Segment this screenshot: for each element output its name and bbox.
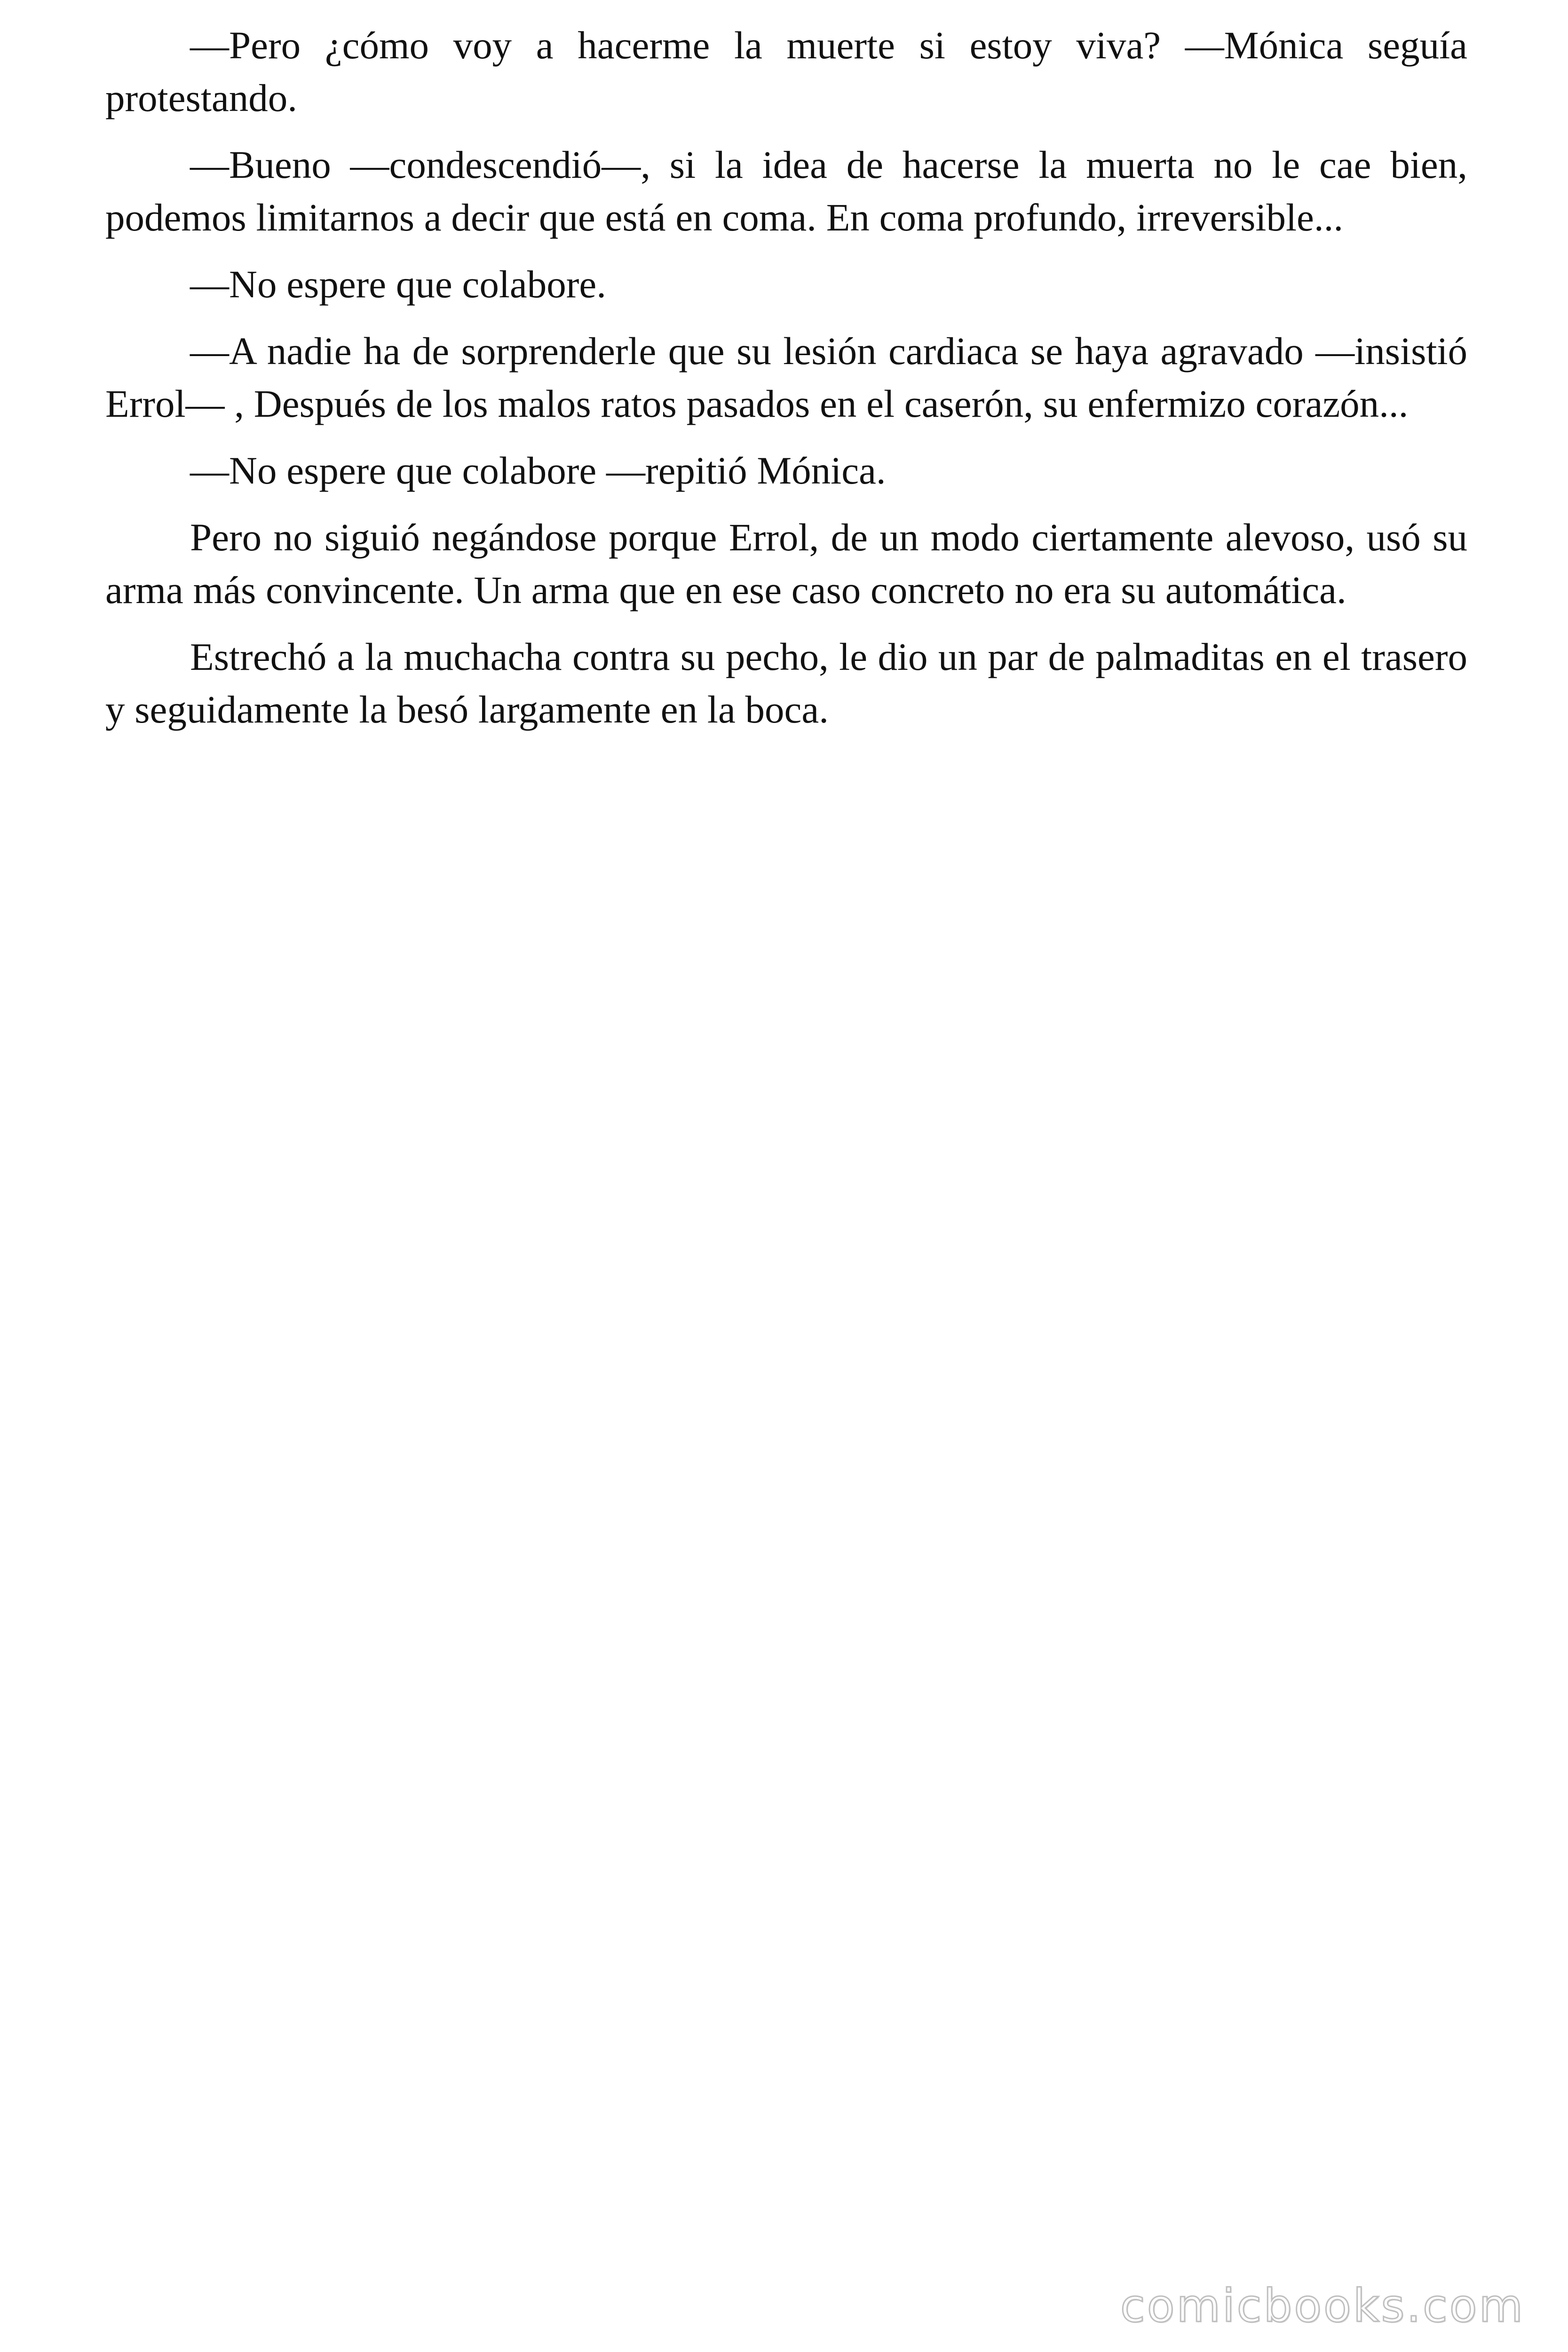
paragraph-7: Estrechó a la muchacha contra su pecho, le dio un par de palmaditas en el trasero y seguidamente la besó largamente en la boca. <box>105 635 1467 731</box>
paragraph-6: Pero no siguió negándose porque Errol, de un modo ciertamente alevoso, usó su arma más convincente. Un arma que en ese caso concreto no era su automática. <box>105 516 1467 612</box>
paragraph-1: —Pero ¿cómo voy a hacerme la muerte si estoy viva? —Mónica seguía protestando. <box>105 24 1467 119</box>
paragraph-2: —Bueno —condescendió—, si la idea de hacerse la muerta no le cae bien, podemos limitarnos a decir que está en coma. En coma profundo, irreversible... <box>105 143 1467 239</box>
watermark: comicbooks.com <box>1120 2280 1525 2332</box>
page-body <box>105 19 1467 750</box>
paragraph-3: —No espere que colabore. <box>190 262 606 306</box>
paragraph-4: —A nadie ha de sorprenderle que su lesión cardiaca se haya agravado —insistió Errol— , Después de los malos ratos pasados en el caserón, su enfermizo corazón... <box>105 329 1467 425</box>
paragraph-5: —No espere que colabore —repitió Mónica. <box>190 449 886 492</box>
